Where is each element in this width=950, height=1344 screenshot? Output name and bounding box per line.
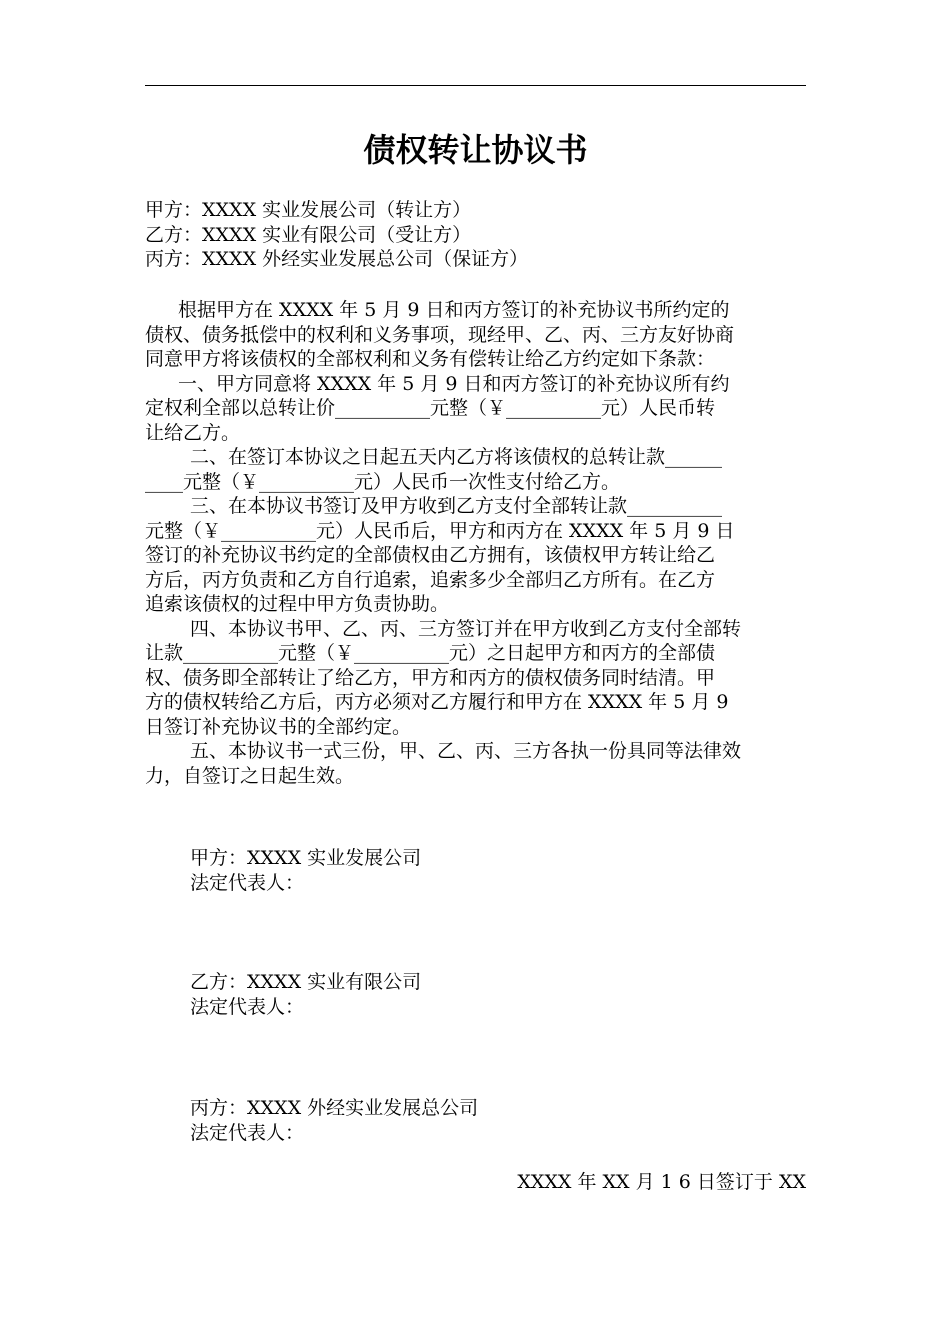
clause-4-line: 日签订补充协议书的全部约定。	[145, 715, 412, 738]
party-a-legal-rep: 法定代表人：	[190, 871, 305, 894]
clause-1-line: 定权利全部以总转让价__________元整（￥__________元）人民币转	[145, 397, 716, 419]
preamble-line: 同意甲方将该债权的全部权利和义务有偿转让给乙方约定如下条款：	[145, 348, 716, 370]
party-c-line: 丙方：XXXX 外经实业发展总公司（保证方）	[145, 248, 529, 270]
party-a-signature-company: 甲方：XXXX 实业发展公司	[190, 847, 422, 869]
clause-3-line: 三、在本协议书签订及甲方收到乙方支付全部转让款__________	[190, 495, 723, 517]
parties-block	[145, 198, 806, 272]
agreement-body	[145, 298, 806, 788]
clause-3-line: 签订的补充协议书约定的全部债权由乙方拥有，该债权甲方转让给乙	[145, 544, 716, 566]
clause-4-line: 四、本协议书甲、乙、丙、三方签订并在甲方收到乙方支付全部转	[190, 617, 742, 640]
clause-1-line: 让给乙方。	[145, 421, 241, 444]
document-title: 债权转让协议书	[363, 131, 588, 169]
party-a-line: 甲方：XXXX 实业发展公司（转让方）	[145, 199, 472, 221]
preamble-line: 根据甲方在 XXXX 年 5 月 9 日和丙方签订的补充协议书所约定的	[178, 299, 730, 321]
signing-date: XXXX 年 XX 月 1 6 日签订于 XX	[517, 1171, 806, 1193]
preamble-line: 债权、债务抵偿中的权利和义务事项，现经甲、乙、丙、三方友好协商	[145, 323, 735, 346]
clause-5-line: 力，自签订之日起生效。	[145, 764, 355, 787]
clause-3-line: 追索该债权的过程中甲方负责协助。	[145, 593, 450, 615]
header-rule	[145, 85, 806, 86]
clause-2-line: 二、在签订本协议之日起五天内乙方将该债权的总转让款______	[190, 446, 723, 468]
clause-3-line: 方后，丙方负责和乙方自行追索，追索多少全部归乙方所有。在乙方	[145, 568, 716, 591]
party-c-legal-rep: 法定代表人：	[190, 1121, 305, 1144]
clause-5-line: 五、本协议书一式三份，甲、乙、丙、三方各执一份具同等法律效	[190, 740, 742, 762]
signature-block-a	[190, 846, 790, 895]
clause-4-line: 让款__________元整（￥__________元）之日起甲方和丙方的全部债	[145, 642, 716, 664]
clause-4-line: 权、债务即全部转让了给乙方，甲方和丙方的债权债务同时结清。甲	[145, 666, 716, 689]
clause-2-line: ____元整（￥__________元）人民币一次性支付给乙方。	[145, 470, 621, 493]
signature-block-c	[190, 1096, 790, 1145]
signature-block-b	[190, 970, 790, 1019]
party-b-signature-company: 乙方：XXXX 实业有限公司	[190, 971, 422, 993]
clause-1-line: 一、甲方同意将 XXXX 年 5 月 9 日和丙方签订的补充协议所有约	[178, 372, 730, 395]
party-b-line: 乙方：XXXX 实业有限公司（受让方）	[145, 223, 472, 246]
party-b-legal-rep: 法定代表人：	[190, 995, 305, 1018]
clause-3-line: 元整（￥__________元）人民币后，甲方和丙方在 XXXX 年 5 月 9 日	[145, 519, 735, 542]
clause-4-line: 方的债权转给乙方后，丙方必须对乙方履行和甲方在 XXXX 年 5 月 9	[145, 691, 729, 713]
party-c-signature-company: 丙方：XXXX 外经实业发展总公司	[190, 1097, 479, 1119]
